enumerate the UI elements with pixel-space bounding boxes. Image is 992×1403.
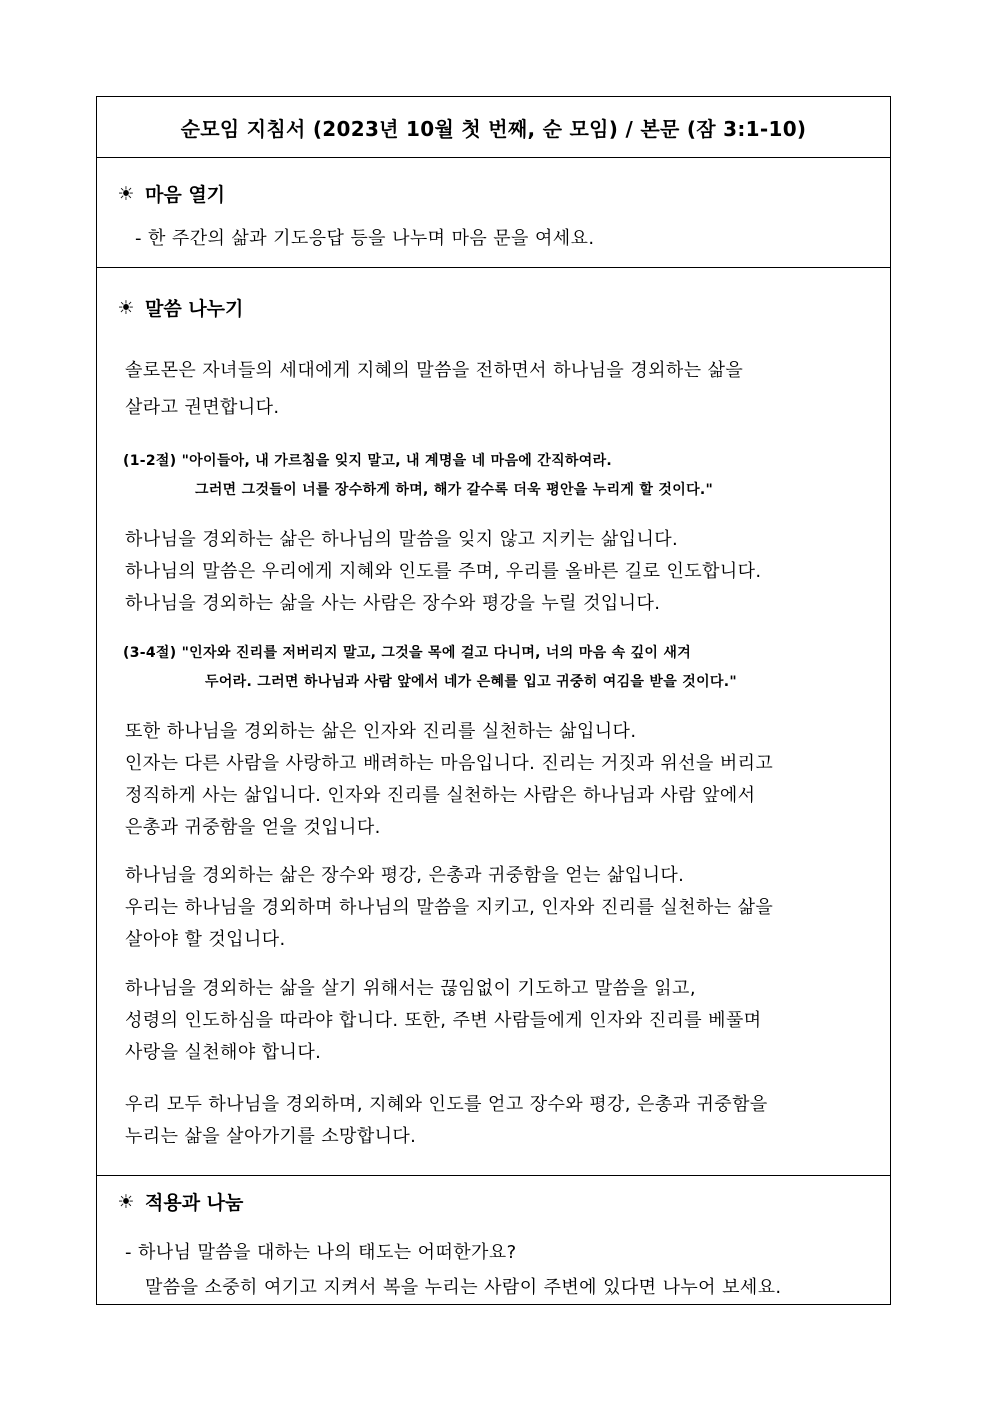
paragraph-line: 살아야 할 것입니다. [125,929,286,950]
paragraph-line: 은총과 귀중함을 얻을 것입니다. [125,817,381,838]
opening-heading [115,180,225,207]
guide-document [96,96,891,1305]
sun-icon: ☀ [117,296,135,319]
quote-line: 두어라. 그러면 하나님과 사람 앞에서 네가 은혜를 입고 귀중히 여김을 받을 것이다." [205,674,737,690]
paragraph-line: 정직하게 사는 삶입니다. 인자와 진리를 실천하는 사람은 하나님과 사람 앞에서 [125,785,756,806]
paragraph-line: 하나님을 경외하는 삶을 살기 위해서는 끊임없이 기도하고 말씀을 읽고, [125,978,696,999]
application-line: 말씀을 소중히 여기고 지켜서 복을 누리는 사람이 주변에 있다면 나누어 보세요. [145,1277,782,1298]
paragraph-line: 우리는 하나님을 경외하며 하나님의 말씀을 지키고, 인자와 진리를 실천하는 삶을 [125,897,774,918]
sun-icon: ☀ [117,182,135,205]
quote-line: (3-4절) "인자와 진리를 저버리지 말고, 그것을 목에 걸고 다니며, 너의 마음 속 깊이 새겨 [123,645,692,661]
document-title: 순모임 지침서 (2023년 10월 첫 번째, 순 모임) / 본문 (잠 3:1-10) [97,97,890,158]
paragraph-line: 우리 모두 하나님을 경외하며, 지혜와 인도를 얻고 장수와 평강, 은총과 귀중함을 [125,1094,768,1115]
paragraph-line: 사랑을 실천해야 합니다. [125,1042,322,1063]
opening-line: - 한 주간의 삶과 기도응답 등을 나누며 마음 문을 여세요. [135,228,595,249]
sharing-heading-label: 말씀 나누기 [145,298,244,320]
paragraph-line: 성령의 인도하심을 따라야 합니다. 또한, 주변 사람들에게 인자와 진리를 베풀며 [125,1010,762,1031]
section-sharing [97,268,890,1176]
paragraph-line: 누리는 삶을 살아가기를 소망합니다. [125,1126,417,1147]
sharing-heading [115,294,243,321]
intro-line: 살라고 권면합니다. [125,397,280,418]
paragraph-line: 하나님의 말씀은 우리에게 지혜와 인도를 주며, 우리를 올바른 길로 인도합니다. [125,561,762,582]
intro-line: 솔로몬은 자녀들의 세대에게 지혜의 말씀을 전하면서 하나님을 경외하는 삶을 [125,360,744,381]
opening-heading-label: 마음 열기 [145,184,226,206]
section-application [97,1176,890,1304]
paragraph-line: 하나님을 경외하는 삶을 사는 사람은 장수와 평강을 누릴 것입니다. [125,593,661,614]
paragraph-line: 하나님을 경외하는 삶은 장수와 평강, 은총과 귀중함을 얻는 삶입니다. [125,865,685,886]
application-heading-label: 적용과 나눔 [145,1192,244,1214]
application-heading [115,1188,243,1215]
paragraph-line: 인자는 다른 사람을 사랑하고 배려하는 마음입니다. 진리는 거짓과 위선을 버리고 [125,753,774,774]
sun-icon: ☀ [117,1190,135,1213]
section-opening [97,158,890,268]
application-line: - 하나님 말씀을 대하는 나의 태도는 어떠한가요? [125,1242,517,1263]
paragraph-line: 또한 하나님을 경외하는 삶은 인자와 진리를 실천하는 삶입니다. [125,721,637,742]
quote-line: (1-2절) "아이들아, 내 가르침을 잊지 말고, 내 계명을 네 마음에 간직하여라. [123,453,613,469]
quote-line: 그러면 그것들이 너를 장수하게 하며, 해가 갈수록 더욱 평안을 누리게 할 것이다." [195,482,714,498]
paragraph-line: 하나님을 경외하는 삶은 하나님의 말씀을 잊지 않고 지키는 삶입니다. [125,529,679,550]
